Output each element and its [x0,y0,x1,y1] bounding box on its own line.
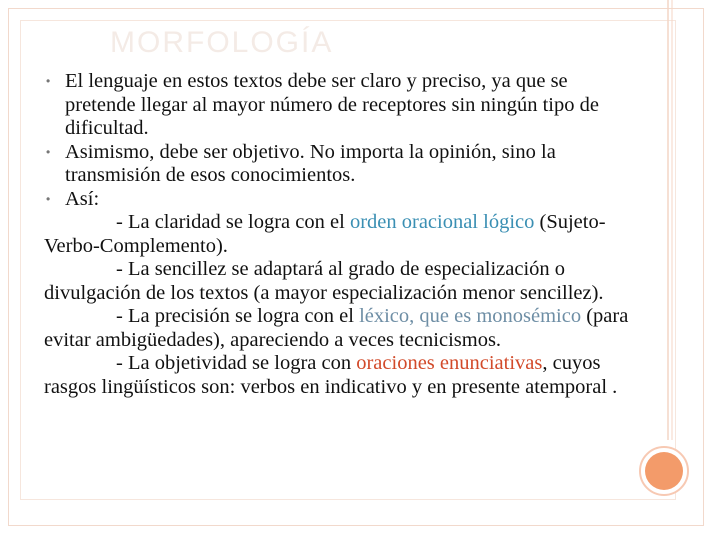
text-line: divulgación de los textos (a mayor especialización menor sencillez). [44,281,604,304]
text-line: - La objetividad se logra con oraciones enunciativas, cuyos [116,352,601,374]
bullet-icon: • [46,144,51,159]
text-line: dificultad. [65,117,149,139]
text-line: Así: [65,187,100,210]
highlight-lexico: léxico, que es monosémico [359,305,582,327]
text-line: pretende llegar al mayor número de receptores sin ningún tipo de [65,93,599,116]
text-line: evitar ambigüedades), apareciendo a veces tecnicismos. [44,328,502,351]
text-line: El lenguaje en estos textos debe ser claro y preciso, ya que se [65,70,568,92]
sub-item-claridad [44,211,664,258]
bullet-icon: • [46,74,51,88]
text-line: Verbo-Complemento). [44,234,228,257]
bullet-item [44,188,664,212]
circle-ornament-inner [645,452,683,490]
bullet-icon: • [46,191,51,206]
text-line: rasgos lingüísticos son: verbos en indicativo y en presente atemporal . [44,375,618,398]
text-line: - La sencillez se adaptará al grado de especialización o [116,258,566,280]
slide-title-faded: MORFOLOGÍA [110,26,334,59]
text-line: Asimismo, debe ser objetivo. No importa la opinión, sino la [65,140,556,163]
sub-item-objetividad [44,352,664,399]
sub-item-sencillez [44,258,664,305]
text-line: - La precisión se logra con el léxico, que es monosémico (para [116,305,629,327]
text-line: - La claridad se logra con el orden oracional lógico (Sujeto- [116,211,606,233]
bullet-item [44,70,664,141]
sub-item-precision [44,305,664,352]
slide-body [44,70,664,399]
bullet-item [44,141,664,188]
highlight-oraciones-enunciativas: oraciones enunciativas [356,352,543,374]
text-line: transmisión de esos conocimientos. [65,164,356,186]
highlight-orden-oracional: orden oracional lógico [349,211,535,233]
